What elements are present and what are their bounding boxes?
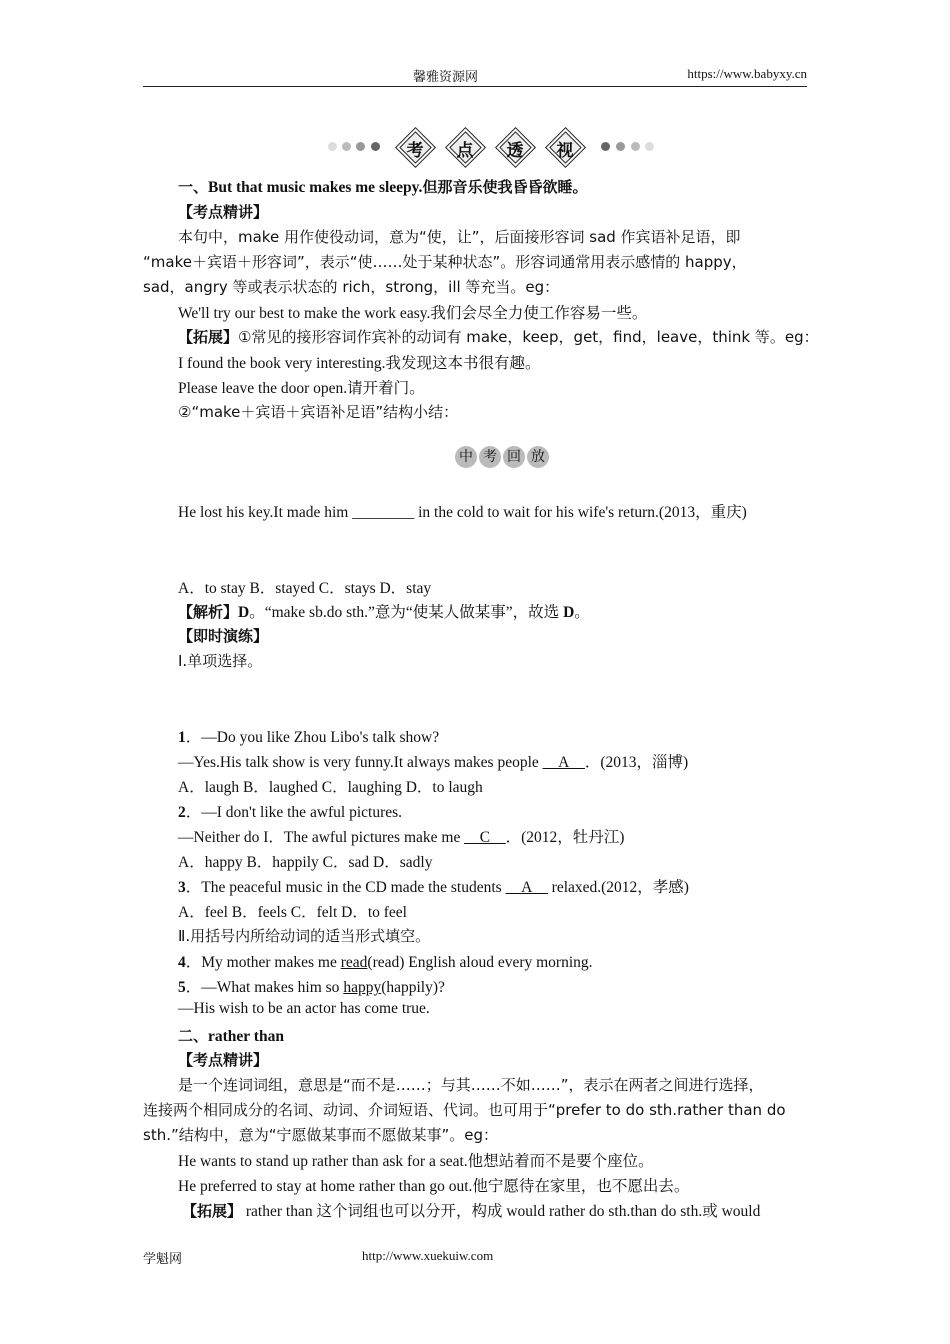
header-url: https://www.babyxy.cn <box>687 66 807 81</box>
question-2: 2．—I don't like the awful pictures. <box>178 804 403 821</box>
part1-heading: Ⅰ.单项选择。 <box>178 652 263 670</box>
practice-tag: 【即时演练】 <box>178 627 269 645</box>
pill-char: 考 <box>479 446 501 468</box>
banner-diamond: 视 <box>546 128 584 166</box>
example-sentence: He wants to stand up rather than ask for a seat.他想站着而不是要个座位。 <box>178 1153 654 1170</box>
section2-tag: 【考点精讲】 <box>178 1051 269 1069</box>
section2-title: 二、rather than <box>178 1027 284 1045</box>
banner-diamond: 透 <box>496 128 534 166</box>
question-5-reply: —His wish to be an actor has come true. <box>178 1000 430 1017</box>
extension-line: 【拓展】 rather than 这个词组也可以分开，构成 would rather do sth.than do sth.或 would <box>182 1202 761 1220</box>
footer-url: http://www.xuekuiw.com <box>362 1248 494 1263</box>
banner-diamond: 考 <box>396 128 434 166</box>
question-4: 4．My mother makes me read(read) English aloud every morning. <box>178 954 593 971</box>
answer-blank: __C__ <box>464 829 506 846</box>
banner-dot <box>328 142 337 151</box>
paragraph-line: 连接两个相同成分的名词、动词、介词短语、代词。也可用于“prefer to do sth.rather than do <box>143 1101 786 1119</box>
banner-dot <box>342 142 351 151</box>
question-3: 3．The peaceful music in the CD made the students __A__ relaxed.(2012，孝感) <box>178 879 689 896</box>
page-header <box>143 66 807 87</box>
footer-site-name: 学魁网 <box>143 1251 183 1266</box>
question-3-options: A．feel B．feels C．felt D．to feel <box>178 904 407 921</box>
banner-dot <box>631 142 640 151</box>
banner-diamond: 点 <box>446 128 484 166</box>
paragraph-line: “make＋宾语＋形容词”，表示“使……处于某种状态”。形容词通常用表示感情的 happy， <box>143 253 747 271</box>
question-2-reply: —Neither do I．The awful pictures make me __C__．(2012，牡丹江) <box>178 829 625 846</box>
paragraph-line: 是一个连词词组，意思是“而不是……；与其……不如……”，表示在两者之间进行选择， <box>178 1076 764 1094</box>
example-sentence: We'll try our best to make the work easy.我们会尽全力使工作容易一些。 <box>178 305 648 322</box>
paragraph-line: sth.”结构中，意为“宁愿做某事而不愿做某事”。eg： <box>143 1126 499 1144</box>
question-2-options: A．happy B．happily C．sad D．sadly <box>178 854 433 871</box>
answer-blank: __A__ <box>505 879 548 896</box>
pill-char: 放 <box>527 446 549 468</box>
example-sentence: I found the book very interesting.我发现这本书很有趣。 <box>178 355 541 372</box>
answer-blank: read <box>340 954 368 971</box>
banner-dot <box>356 142 365 151</box>
review-options: A．to stay B．stayed C．stays D．stay <box>178 580 432 597</box>
structure-summary: ②“make＋宾语＋宾语补足语”结构小结： <box>178 403 459 421</box>
part2-heading: Ⅱ.用括号内所给动词的适当形式填空。 <box>178 927 431 945</box>
pill-char: 回 <box>503 446 525 468</box>
answer-blank: happy <box>343 979 382 996</box>
paragraph-line: 本句中，make 用作使役动词，意为“使，让”，后面接形容词 sad 作宾语补足语，即 <box>178 228 741 246</box>
question-1-reply: —Yes.His talk show is very funny.It always makes people __A__．(2013，淄博) <box>178 754 689 771</box>
answer-blank: __A__ <box>542 754 585 771</box>
section1-tag: 【考点精讲】 <box>178 203 269 221</box>
header-site-name: 馨雅资源网 <box>413 69 479 84</box>
example-sentence: Please leave the door open.请开着门。 <box>178 380 425 397</box>
banner-dot <box>645 142 654 151</box>
review-answer: 【解析】D。“make sb.do sth.”意为“使某人做某事”，故选 D。 <box>178 603 590 621</box>
question-5: 5．—What makes him so happy(happily)? <box>178 979 445 996</box>
banner-dot <box>601 142 610 151</box>
extension-line: 【拓展】①常见的接形容词作宾补的动词有 make，keep，get，find，leave，think 等。eg： <box>178 328 819 346</box>
banner-dot <box>371 142 380 151</box>
section1-title: 一、But that music makes me sleepy.但那音乐使我昏昏欲睡。 <box>178 178 588 196</box>
section-banner <box>326 126 660 168</box>
question-1-options: A．laugh B．laughed C．laughing D．to laugh <box>178 779 483 796</box>
question-1: 1．—Do you like Zhou Libo's talk show? <box>178 729 440 746</box>
review-question: He lost his key.It made him ________ in the cold to wait for his wife's return.(2013，重庆) <box>178 504 747 521</box>
pill-char: 中 <box>455 446 477 468</box>
example-sentence: He preferred to stay at home rather than go out.他宁愿待在家里，也不愿出去。 <box>178 1178 690 1195</box>
paragraph-line: sad，angry 等或表示状态的 rich，strong，ill 等充当。eg： <box>143 278 560 296</box>
banner-dot <box>616 142 625 151</box>
exam-review-label <box>455 446 551 470</box>
